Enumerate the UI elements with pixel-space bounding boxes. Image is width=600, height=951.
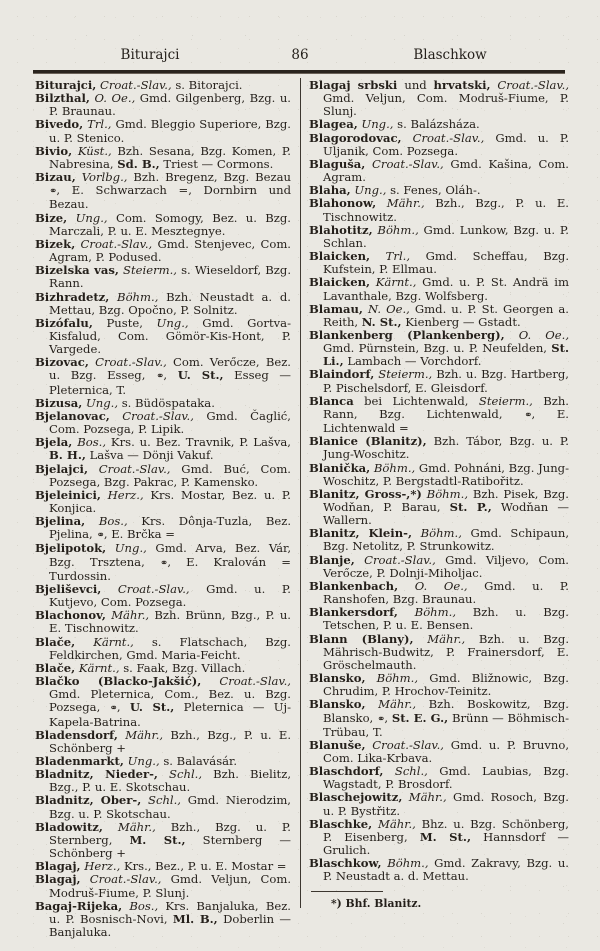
entry-headword: Blanca [309,393,354,408]
gazetteer-entry [35,118,291,144]
gazetteer-entry [309,250,569,276]
entry-text: Gmd. Scheffau, Bzg. Kufstein, P. Ellmau. [323,249,570,277]
entry-text: Gmd. Schipaun, Bzg. Netolitz, P. Strunkowitz. [323,526,569,554]
entry-text: Gmd. u. P. Bruvno, Com. Lika-Krbava. [323,737,569,765]
posthorn-icon: ⚭ [49,186,57,198]
entry-text: Bzh. Brünn, Bzg., P. u. E. Tischnowitz. [49,608,291,636]
gazetteer-entry [309,672,569,698]
footnote: *) Bhf. Blanitz. [331,896,422,910]
entry-region: Ung., [82,395,119,410]
gazetteer-entry [309,791,569,817]
entry-text: Gmd. u. P. St. Andrä im Lavanthale, Bzg. Wolfsberg. [323,275,569,303]
entry-text: Bzh. Bielitz, Bzg., P. u. E. Skotschau. [49,767,291,795]
entry-region: Ung., [123,753,160,768]
entry-text: , [116,700,130,715]
gazetteer-entry [35,609,291,635]
entry-region: Croat.-Slav., [75,236,153,251]
posthorn-icon: ⚭ [159,557,168,569]
entry-region: Ung., [357,117,394,132]
gazetteer-entry [309,329,569,368]
entry-headword: Bjeleinici, [35,487,101,502]
entry-text: Kienberg — Gstadt. [401,314,521,329]
entry-headword: Blaschke, [309,816,373,831]
header-keyword-right: Blaschkow [413,47,487,63]
gazetteer-entry [35,436,291,462]
entry-headword: Bjelipotok, [35,541,107,556]
entry-headword: Blansko, [309,671,366,686]
entry-text: Bzh. u. Bzg. Hartberg, P. Pischelsdorf, E. Gleisdorf. [323,367,569,395]
gazetteer-entry [309,276,569,302]
entry-text: , [163,368,178,383]
entry-region: O. Oe., [89,91,136,106]
entry-text: Gmd. Rosoch, Bzg. u. P. Bystřitz. [323,790,569,818]
entry-text: s. Bitorajci. [171,78,243,92]
gazetteer-entry [35,900,291,939]
entry-text: und [404,78,434,92]
page-number: 86 [291,47,309,63]
gazetteer-entry [309,527,569,553]
page-header [35,47,565,63]
entry-headword: Sd. B., [117,156,160,171]
entry-region: Mähr., [402,790,447,805]
entry-headword: Blann (Blany), [309,631,414,646]
entry-text: Gmd. Kašina, Com. Agram. [323,156,569,185]
entry-headword: Bize, [35,210,68,225]
entry-headword: Bagaj-Rijeka, [35,898,123,913]
gazetteer-entry [35,238,291,264]
entry-region: Böhm., [370,460,416,475]
gazetteer-entry [35,410,291,436]
entry-headword: Blankenberg (Plankenberg), [309,327,505,342]
gazetteer-entry [35,768,291,794]
entry-headword: Bizek, [35,236,76,251]
entry-text: Krs., Bez., P. u. E. Mostar = [120,859,287,874]
entry-headword: U. St., [129,700,175,715]
gazetteer-entry [35,675,291,729]
entry-text: Bzh., Bzg., P. u. E. Schönberg + [49,727,292,755]
entry-text: Hannsdorf — Grulich. [323,829,570,858]
entry-text: Gmd. u. P. Ranshofen, Bzg. Braunau. [323,578,569,607]
entry-text: Bzh. Pisek, Bzg. Wodňan, P. Barau, [323,486,569,514]
gazetteer-entry [35,515,291,542]
entry-text: Gmd. Viljevo, Com. Verőcze, P. Dolnji-Miholjac. [323,552,569,580]
entry-region: Böhm., [412,526,462,541]
entry-region: Mähr., [105,608,150,623]
entry-text: Bzh. Tábor, Bzg. u. P. Jung-Woschitz. [323,434,569,462]
entry-text: , E. Kralován = Turdossin. [49,554,291,583]
entry-region: Croat.-Slav., [101,581,190,596]
entry-region: Croat.-Slav., [80,872,162,887]
gazetteer-entry [309,857,569,883]
entry-region: Croat.-Slav., [96,78,172,92]
entry-headword: Bizau, [35,170,76,185]
entry-text: Gmd. Pürnstein, Bzg. u. P. Neufelden, [323,341,552,356]
entry-headword: Bjelina, [35,514,86,529]
entry-headword: St. P., [449,500,492,514]
entry-text: Doberlin — Banjaluka. [49,911,291,939]
entry-headword: Bizófalu, [35,315,93,330]
entry-region: Böhm., [381,856,429,871]
gazetteer-entry [309,698,569,738]
gazetteer-entry [309,303,569,329]
entry-region: Steierm., [374,367,433,382]
entry-text: Triest — Cormons. [159,156,274,171]
gazetteer-entry [35,583,291,609]
entry-text: Gmd. Bližnowic, Bzg. Chrudim, P. Hrochov-Teinitz. [323,671,569,699]
entry-text: Lambach — Vorchdorf. [343,354,482,369]
entry-text: Gmd. Pohnáni, Bzg. Jung-Woschitz, P. Bergstadtl-Ratibořitz. [323,460,570,488]
entry-region: Mähr., [102,819,156,834]
entry-headword: hrvatski, [433,78,491,92]
entry-headword: Bizovac, [35,355,89,370]
entry-headword: Blanitz, Klein-, [309,526,412,541]
entry-text: Gmd. Stenjevec, Com. Agram, P. Podused. [49,236,291,265]
entry-region: Schl., [383,764,428,779]
entry-region: Trl., [83,117,112,132]
entry-region: Croat.-Slav., [201,674,291,689]
entry-headword: Bjeliševci, [35,581,102,596]
entry-text: , E. Schwarzach =, Dornbirn und Bezau. [49,183,291,212]
entry-text: Bzh. u. Bzg. Mährisch-Budwitz, P. Frainersdorf, E. Gröschelmauth. [323,631,570,672]
gazetteer-entry [309,580,569,606]
entry-headword: Ml. B., [172,911,218,926]
column-right [309,79,569,910]
entry-text: Brünn — Böhmisch-Trübau, T. [323,710,570,739]
entry-text: Bzh., Bzg., P. u. E. Tischnowitz. [323,196,569,224]
gazetteer-entry [309,739,569,765]
entry-text: Gmd. Laubias, Bzg. Wagstadt, P. Brosdorf. [323,764,569,792]
entry-headword: Bjela, [35,435,73,450]
gazetteer-entry [35,463,291,489]
entry-text: Pleternica — Uj-Kapela-Batrina. [49,700,292,729]
entry-headword: Bjelajci, [35,461,88,476]
entry-text: Bzh. u. Bzg. Tetschen, P. u. E. Bensen. [323,605,569,633]
gazetteer-entry [35,794,291,820]
entry-region: Bos., [85,514,128,529]
entry-headword: Bizhradetz, [35,289,110,304]
entry-region: Croat.-Slav., [365,737,444,752]
gazetteer-entry [309,554,569,580]
gazetteer-entry [35,92,291,118]
entry-headword: Blankenbach, [309,578,399,593]
entry-text: Esseg — Pleternica, T. [49,368,292,397]
entry-text: Sternberg — Schönberg + [49,832,291,861]
entry-text: Gmd. Veljun, Com. Modruš-Fiume, P. Slunj. [49,872,292,900]
entry-headword: Blagaj, [35,859,81,874]
entry-text: Gmd. Čaglić, Com. Pozsega, P. Lipik. [49,408,291,437]
entry-headword: Blačko (Blacko-Jakšić), [35,674,202,689]
gazetteer-entry [309,132,569,158]
gazetteer-entry [35,729,291,755]
entry-headword: Biturajci, [35,78,97,92]
entry-text: Gmd. u. P. Uljanik, Com. Pozsega. [323,130,569,158]
entry-headword: Blagaj srbski [309,78,405,92]
gazetteer-entry [309,765,569,791]
entry-text: Krs. u. Bez. Travnik, P. Lašva, [106,435,291,450]
footnote-rule [311,891,383,892]
gazetteer-entry [309,633,569,672]
entry-headword: Bizelska vas, [35,263,119,278]
entry-text: Wodňan — Wallern. [323,500,570,528]
entry-text: , [384,710,392,725]
entry-headword: Blansko, [309,697,366,712]
entry-text: , E. Brčka = [103,527,175,542]
entry-region: Böhm., [365,671,419,686]
entry-region: Mähr., [365,697,417,712]
entry-text: s. Balázsháza. [393,117,480,132]
entry-text: s. Fenes, Oláh-. [386,183,481,198]
gazetteer-entry [35,264,291,290]
entry-headword: Blače, [35,660,76,675]
entry-headword: B. H., [49,448,86,463]
entry-headword: Bizusa, [35,395,83,410]
entry-region: Kärnt., [75,660,120,675]
entry-region: Herz., [100,487,144,502]
entry-text: Bzh. Neustadt a. d. Mettau, Bzg. Opočno, P. Solnitz. [49,289,291,317]
entry-region: Croat.-Slav., [365,156,444,171]
posthorn-icon: ⚭ [377,713,385,725]
entry-text: Bzh., Bzg. u. P. Sternberg, [49,819,291,847]
entry-region: Böhm., [109,289,159,304]
entry-text: s. Balavásár. [159,753,238,768]
gazetteer-entry [309,158,569,184]
entry-text: Krs. Mostar, Bez. u. P. Konjica. [49,487,291,515]
entry-headword: Blaschdorf, [309,764,384,779]
entry-region: Croat.-Slav., [490,78,569,92]
entry-region: O. Oe., [398,578,468,593]
entry-region: Croat.-Slav., [401,130,485,145]
entry-headword: N. St., [361,314,402,329]
entry-region: Croat.-Slav., [354,552,436,567]
gazetteer-entry [309,818,569,857]
posthorn-icon: ⚭ [524,409,532,421]
entry-text: , E. Lichtenwald = [323,406,569,436]
entry-headword: Bladenmarkt, [35,753,124,768]
gazetteer-entry [35,171,291,211]
gazetteer-entry [35,291,291,317]
entry-headword: Blaindorf, [309,367,375,382]
gazetteer-entry [309,606,569,632]
gazetteer-entry [309,368,569,394]
entry-text: Bzh. Sesana, Bzg. Komen, P. Nabresina, [49,143,291,171]
entry-region: Vorlbg., [75,170,128,185]
entry-headword: Blachonov, [35,608,106,623]
entry-region: Croat.-Slav., [88,355,167,370]
entry-region: Kärnt., [75,634,134,649]
entry-region: Schl., [157,767,203,782]
entry-region: Steierm., [118,263,177,278]
gazetteer-entry [309,395,569,435]
entry-headword: Blanička, [309,460,371,475]
entry-region: Böhm., [372,222,419,237]
header-keyword-left: Biturajci [120,47,180,63]
entry-headword: Blagea, [309,117,358,132]
entry-region: Ung., [156,315,189,330]
entry-headword: Blaicken, [309,249,371,264]
entry-text: Gmd. Zakravy, Bzg. u. P. Neustadt a. d. Mettau. [323,856,569,884]
entry-region: Croat.-Slav., [87,461,171,476]
entry-region: Mähr., [413,631,466,646]
entry-text: Gmd. u. P. St. Georgen a. Reith, [323,301,569,329]
entry-headword: Bladnitz, Nieder-, [35,767,158,782]
gazetteer-entry [309,79,569,118]
entry-region: Küst., [72,143,112,158]
entry-region: N. Oe., [362,301,410,316]
entry-region: Mähr., [117,727,164,742]
entry-text: Gmd. Buć, Com. Pozsega, Bzg. Pakrac, P. Kamensko. [49,461,291,489]
entry-text: Gmd. Lunkow, Bzg. u. P. Schlan. [323,222,569,250]
entry-text: Com. Verőcze, Bez. u. Bzg. Esseg, [49,355,291,383]
entry-region: Ung., [106,541,147,556]
entry-headword: Blankersdorf, [309,605,398,620]
entry-text: bei Lichtenwald, [353,393,479,408]
entry-region: Bos., [72,435,107,450]
entry-headword: Blaha, [309,183,351,198]
gazetteer-entry [35,317,291,356]
entry-text: Bzh. Bregenz, Bzg. Bezau [127,170,292,185]
gazetteer-entry [35,636,291,662]
gazetteer-entry [35,821,291,860]
entry-region: Schl., [141,793,181,808]
entry-text: Krs. Dônja-Tuzla, Bez. Pjelina, [49,514,291,542]
entry-region: Trl., [370,249,411,264]
posthorn-icon: ⚭ [96,530,104,542]
entry-headword: Blanje, [309,552,355,567]
entry-text: Gmd. Gilgenberg, Bzg. u. P. Braunau. [49,91,291,119]
entry-region: Ung., [67,210,108,225]
entry-headword: Bjelanovac, [35,408,110,423]
entry-headword: St. Li., [323,341,569,369]
entry-text: Bzh. Boskowitz, Bzg. Blansko, [323,697,569,725]
column-divider [300,78,301,908]
entry-text: Lašva — Dönji Vakuf. [85,448,214,463]
entry-region: Böhm., [397,605,457,620]
entry-headword: Bilzthal, [35,91,90,106]
entry-text: s. Flatschach, Bzg. Feldkirchen, Gmd. Maria-Feicht. [49,634,291,662]
gazetteer-entry [35,145,291,171]
entry-text: s. Wieseldorf, Bzg. Rann. [49,263,292,291]
entry-headword: Bladensdorf, [35,727,118,742]
gazetteer-entry [309,224,569,250]
header-rule [33,70,565,74]
gazetteer-entry [35,489,291,515]
entry-headword: Blagaj, [35,872,81,887]
entry-region: Herz., [80,859,121,874]
entry-region: O. Oe., [504,327,570,342]
gazetteer-entry [309,435,569,461]
entry-text: Gmd. Arva, Bez. Vár, Bzg. Trsztena, [49,541,292,569]
entry-text: Puste, [92,315,157,330]
entry-text: Bhz. u. Bzg. Schönberg, P. Eisenberg, [323,816,569,844]
entry-headword: Blamau, [309,301,363,316]
gazetteer-entry [309,197,569,223]
entry-headword: U. St., [177,368,224,383]
entry-headword: Blanitz, Gross-,*) [309,486,422,501]
entry-text: s. Büdöspataka. [118,395,215,410]
entry-headword: Blače, [35,634,76,649]
entry-region: Steierm., [478,393,533,408]
entry-text: Bzh. Rann, Bzg. Lichtenwald, [323,393,569,421]
entry-headword: Blanice (Blanitz), [309,434,427,449]
entry-text: Gmd. Nierodzim, Bzg. u. P. Skotschau. [49,793,291,821]
entry-region: Ung., [350,183,387,198]
gazetteer-entry [309,488,569,527]
entry-headword: Bladowitz, [35,819,103,834]
entry-headword: Blanuše, [309,737,366,752]
entry-headword: Blahonow, [309,196,377,211]
entry-region: Mähr., [376,196,425,211]
entry-text: Gmd. Bleggio Superiore, Bzg. u. P. Stenico. [49,117,291,145]
entry-text: Gmd. Veljun, Com. Modruš-Fiume, P. Slunj. [323,91,569,119]
entry-text: Com. Somogy, Bez. u. Bzg. Marczali, P. u. E. Mesztegnye. [49,210,291,238]
entry-headword: Blahotitz, [309,222,373,237]
column-left [35,79,291,939]
entry-headword: Blaicken, [309,275,371,290]
entry-headword: M. St., [129,832,186,847]
entry-headword: M. St., [419,829,471,844]
entry-region: Croat.-Slav., [109,408,194,423]
entry-headword: Blaschkow, [309,856,382,871]
gazetteer-entry [35,873,291,899]
posthorn-icon: ⚭ [156,371,164,383]
gazetteer-entry [35,212,291,238]
entry-headword: Bivio, [35,143,73,158]
entry-text: Gmd. u. P. Kutjevo, Com. Pozsega. [49,581,291,610]
entry-headword: St. E. G., [391,710,449,725]
entry-text: Gmd. Gortva-Kisfalud, Com. Gömör-Kis-Hont, P. Vargede. [49,315,291,357]
gazetteer-entry [35,356,291,396]
entry-region: Böhm., [421,486,469,501]
entry-headword: Blaschejowitz, [309,790,403,805]
gazetteer-entry [35,542,291,582]
entry-region: Kärnt., [370,275,417,290]
entry-text: Krs. Banjaluka, Bez. u. P. Bosnisch-Novi, [49,898,291,926]
entry-headword: Bladnitz, Ober-, [35,793,142,808]
entry-text: Gmd. Pleternica, Com., Bez. u. Bzg. Pozsega, [49,687,291,715]
entry-headword: Blaguša, [309,156,366,171]
entry-text: s. Faak, Bzg. Villach. [119,660,246,675]
posthorn-icon: ⚭ [109,703,117,715]
entry-region: Bos., [122,898,159,913]
entry-headword: Bivedo, [35,117,84,132]
gazetteer-entry [309,462,569,488]
entry-headword: Blagorodovac, [309,130,402,145]
entry-region: Mähr., [372,816,416,831]
